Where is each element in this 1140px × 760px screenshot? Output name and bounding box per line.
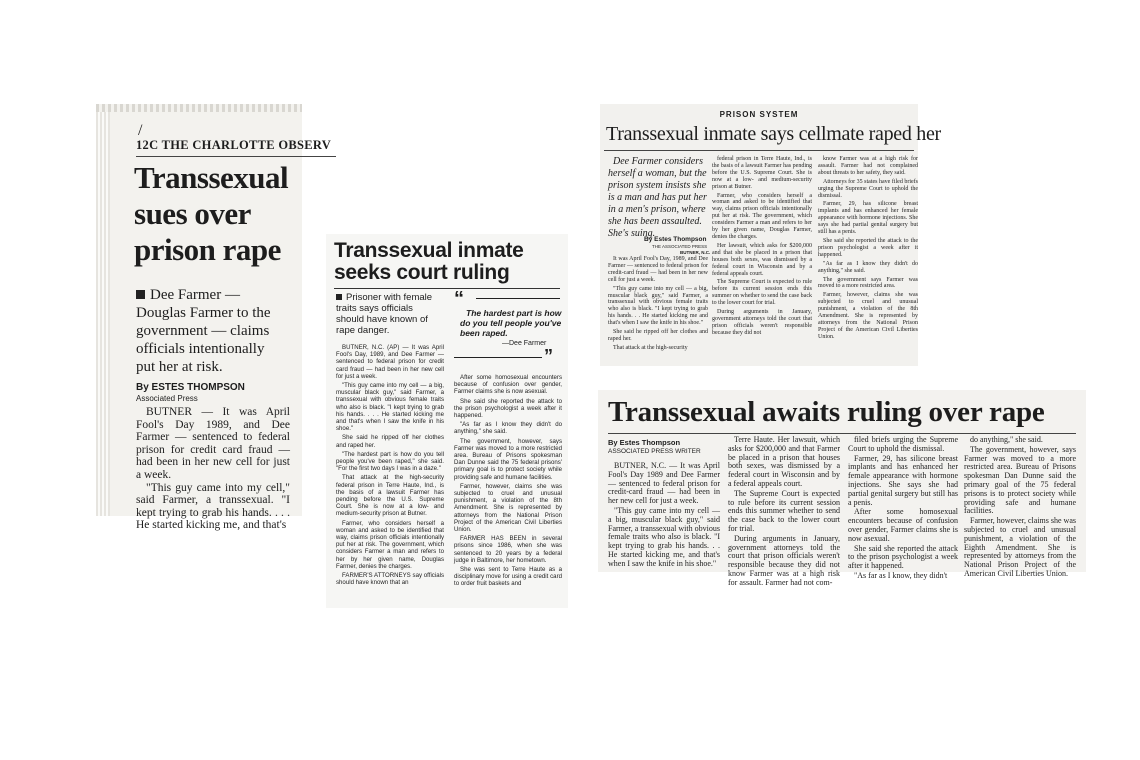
bullet-square-icon xyxy=(336,294,342,300)
paragraph: know Farmer was at a high risk for assault. Farmer had not complained about threats to her safety, they said. xyxy=(818,156,918,176)
paragraph: The government, however, says Farmer was moved to a more restricted area. Bureau of Prisons spokesman Dan Dunne said the 75 federal prisons' primary goal is to protect society while providing safe and humane facilities. xyxy=(454,437,562,481)
paragraph: Farmer, who considers herself a woman and asked to be identified that way, claims prison officials intentionally put her at risk. The government, which considers Farmer a man and refers to her by her given name, Douglas Farmer, denies the charges. xyxy=(712,192,812,240)
paragraph: BUTNER — It was April Fool's Day 1989, and Dee Farmer — sentenced to federal prison for credit card fraud — had been in her new cell for just a week. xyxy=(136,406,290,481)
page-mark: / xyxy=(138,122,143,139)
section-kicker: PRISON SYSTEM xyxy=(719,110,799,119)
paragraph: Farmer, however, claims she was subjected to cruel and unusual punishment, a violation of the 8th Amendment. She is represented by attorneys from the National Prison Project of the American Civil Liberties Union. xyxy=(454,482,562,534)
paragraph: FARMER HAS BEEN in several prisons since 1986, when she was sentenced to 20 years by a federal judge in Baltimore, her hometown. xyxy=(454,535,562,564)
open-quote-icon: “ xyxy=(454,288,464,310)
article-column-4 xyxy=(964,435,1076,578)
paragraph: BUTNER, N.C. (AP) — It was April Fool's Day, 1989, and Dee Farmer — sentenced to federal prison for credit card fraud — had been in her new cell for just a week. xyxy=(336,344,444,380)
byline: By Estes Thompson xyxy=(608,438,681,447)
headline: Transsexual inmate says cellmate raped her xyxy=(606,123,941,145)
paragraph: She said she reported the attack to the prison psychologist a week after it happened. xyxy=(848,543,958,571)
headline: Transsexual awaits ruling over rape xyxy=(608,396,1045,428)
headline-rule xyxy=(604,150,914,151)
paragraph: Farmer, 29, has silicone breast implants and has enhanced her female appearance with hormone injections. She says she had partial genital surgery but still has a penis. xyxy=(818,201,918,236)
torn-edge xyxy=(96,104,302,112)
paragraph: FARMER'S ATTORNEYS say officials should have known that an xyxy=(336,572,444,587)
deck-text: Prisoner with female traits says officials should have known of rape danger. xyxy=(336,292,433,336)
article-column-1 xyxy=(608,462,720,572)
paragraph: That attack at the high-security federal prison in Terre Haute, Ind., is the basis of a lawsuit Farmer has pending before the U.S. Supreme Court. She is now at a low- and medium-security prison at Butner. xyxy=(336,474,444,518)
paragraph: Farmer, 29, has silicone breast implants and has enhanced her female appearance with hormone injections. She says she had partial genital surgery but still has a penis. xyxy=(848,453,958,507)
article-column-1 xyxy=(336,344,444,608)
article-column-3 xyxy=(848,435,958,580)
paragraph: After some homosexual encounters because of confusion over gender, Farmer claims she is now asexual. xyxy=(454,374,562,396)
paragraph: She said he ripped off her clothes and raped her. xyxy=(608,329,708,342)
paragraph: She said he ripped off her clothes and raped her. xyxy=(336,434,444,449)
agency-credit: Associated Press xyxy=(136,394,198,403)
paragraph: do anything," she said. xyxy=(970,435,1043,444)
paragraph: "As far as I know they didn't do anything," she said. xyxy=(818,260,918,274)
paragraph: That attack at the high-security xyxy=(613,344,688,351)
deck-text: Dee Farmer — Douglas Farmer to the government — claims officials intentionally put her at risk. xyxy=(136,287,271,375)
paragraph: After some homosexual encounters because of confusion over gender, Farmer claims she is now asexual. xyxy=(848,507,958,543)
agency-credit: THE ASSOCIATED PRESS xyxy=(652,244,708,249)
clipping-seeks-court-ruling xyxy=(326,234,568,608)
paragraph: "This guy came into my cell," said Farmer, a transsexual. "I kept trying to grab his hands. . . . He started kicking me, and that's xyxy=(136,481,290,532)
pullquote: The hardest part is how do you tell people you've been raped. xyxy=(460,308,562,338)
paragraph: It was April Fool's Day, 1989, and Dee Farmer — sentenced to federal prison for credit-card fraud — had been in her new cell for just a week. xyxy=(608,256,708,283)
article-column-1 xyxy=(608,256,708,366)
paragraph: "As far as I know, they didn't xyxy=(854,570,948,580)
paragraph: "This guy came into my cell — a big, muscular black guy," said Farmer, a transsexual with obvious female traits who also is black. "I kept trying to grab his hands. . . . He started kicking me and that's when I saw the knife in his shoe." xyxy=(336,382,444,433)
headline-rule xyxy=(334,288,560,289)
page-folio: 12C THE CHARLOTTE OBSERV xyxy=(136,138,336,157)
paragraph: The Supreme Court is expected to rule before its current session ends this summer on whether to send the case back to the lower court for trial. xyxy=(712,279,812,307)
agency-credit: ASSOCIATED PRESS WRITER xyxy=(608,448,701,455)
paragraph: The government, however, says Farmer was moved to a more restricted area. Bureau of Prisons spokesman Dan Dunne said the primary goal of the 75 federal prisons is to protect society while providing safe and humane facilities. xyxy=(964,444,1076,516)
paragraph: She said she reported the attack to the prison psychologist a week after it happened. xyxy=(454,397,562,420)
headline-rule xyxy=(608,433,1076,434)
deck xyxy=(136,286,286,376)
article-body xyxy=(136,406,290,532)
article-column-2 xyxy=(712,156,812,366)
stacked-page-edges xyxy=(96,104,110,516)
paragraph: federal prison in Terre Haute, Ind., is the basis of a lawsuit Farmer has pending before the U.S. Supreme Court. She is now at a low- and medium-security prison at Butner. xyxy=(712,156,812,190)
paragraph: Her lawsuit, which asks for $200,000 and that she be placed in a prison that houses both sexes, was dismissed by a federal court in Wisconsin and by a federal appeals court. xyxy=(712,242,812,277)
pullquote-rule xyxy=(454,357,542,358)
headline: Transsexual sues over prison rape xyxy=(134,160,289,267)
article-column-2 xyxy=(454,374,562,608)
bullet-square-icon xyxy=(136,290,145,299)
paragraph: "The hardest part is how do you tell people you've been raped," she said. "For the first two days I was in a daze." xyxy=(336,450,444,473)
paragraph: Farmer, who considers herself a woman and asked to be identified that way, claims prison officials intentionally put her at risk. The government, which considers Farmer a man and refers to her by her given name, Douglas Farmer, denies the charges. xyxy=(336,519,444,570)
paragraph: During arguments in January, government attorneys told the court that prison officials weren't responsible because they did not know Farmer was at a high risk for assault. Farmer had not com- xyxy=(728,533,840,587)
byline: By ESTES THOMPSON xyxy=(136,382,245,393)
paragraph: "As far as I know they didn't do anything," she said. xyxy=(454,421,562,436)
paragraph: Farmer, however, claims she was subjected to cruel and unusual punishment, a violation of the Eighth Amendment. She is represented by attorneys from the National Prison Project of the American Civil Liberties Union. xyxy=(964,516,1076,578)
dateline: BUTNER, N.C. xyxy=(680,250,711,255)
deck: Dee Farmer considers herself a woman, but the prison system insists she is a man and has put her in a men's prison, where she has been assaulted. She's suing. xyxy=(608,156,707,239)
paragraph: filed briefs urging the Supreme Court to uphold the dismissal. xyxy=(848,435,958,453)
paragraph: The Supreme Court is expected to rule before its current session ends this summer whether to send the case back to the lower court for trial. xyxy=(728,488,840,533)
paragraph: Farmer, however, claims she was subjected to cruel and unusual punishment, a violation of the 8th Amendment. She is represented by attorneys from the National Prison Project of the American Civil Liberties Union. xyxy=(818,292,918,340)
paragraph: Attorneys for 35 states have filed briefs urging the Supreme Court to uphold the dismissal. xyxy=(818,178,918,199)
deck xyxy=(336,292,440,336)
byline: By Estes Thompson xyxy=(644,236,707,243)
pullquote-rule xyxy=(476,298,560,299)
paragraph: She said she reported the attack to the prison psychologist a week after it happened. xyxy=(818,237,918,258)
paragraph: She was sent to Terre Haute as a disciplinary move for using a credit card to order fruit baskets and xyxy=(454,566,562,588)
article-column-2 xyxy=(728,435,840,587)
close-quote-icon: ” xyxy=(544,346,553,366)
headline: Transsexual inmate seeks court ruling xyxy=(334,239,524,284)
paragraph: BUTNER, N.C. — It was April Fool's Day 1989 and Dee Farmer — sentenced to federal prison for credit-card fraud — had been in her new cell for just a week. xyxy=(608,461,720,506)
paragraph: "This guy came into my cell — a big, muscular black guy," said Farmer, a transsexual with obvious female traits who also is black. "I kept trying to grab his hands. . . He started kicking me, and that's when I saw the knife in his shoe." xyxy=(608,505,720,568)
paragraph: Terre Haute. Her lawsuit, which asks for $200,000 and that Farmer be placed in a prison that houses both sexes, was dismissed by a federal court in Wisconsin and by a federal appeals court. xyxy=(728,435,840,488)
clipping-charlotte-observer xyxy=(96,104,332,532)
clipping-awaits-ruling xyxy=(598,390,1086,587)
paragraph: The government says Farmer was moved to a more restricted area. xyxy=(818,276,918,290)
pullquote-attribution: —Dee Farmer xyxy=(502,340,547,347)
paragraph: "This guy came into my cell — a big, muscular black guy," said Farmer, a transsexual with obvious female traits who also is black. "I kept trying to grab his hands. . . He started kicking me and that's when I saw the knife in his shoe." xyxy=(608,285,708,327)
clipping-cellmate-raped-her xyxy=(600,104,941,366)
paragraph: During arguments in January, government attorneys told the court that prison officials weren't responsible because they did not xyxy=(712,309,812,336)
article-column-3 xyxy=(818,156,918,366)
